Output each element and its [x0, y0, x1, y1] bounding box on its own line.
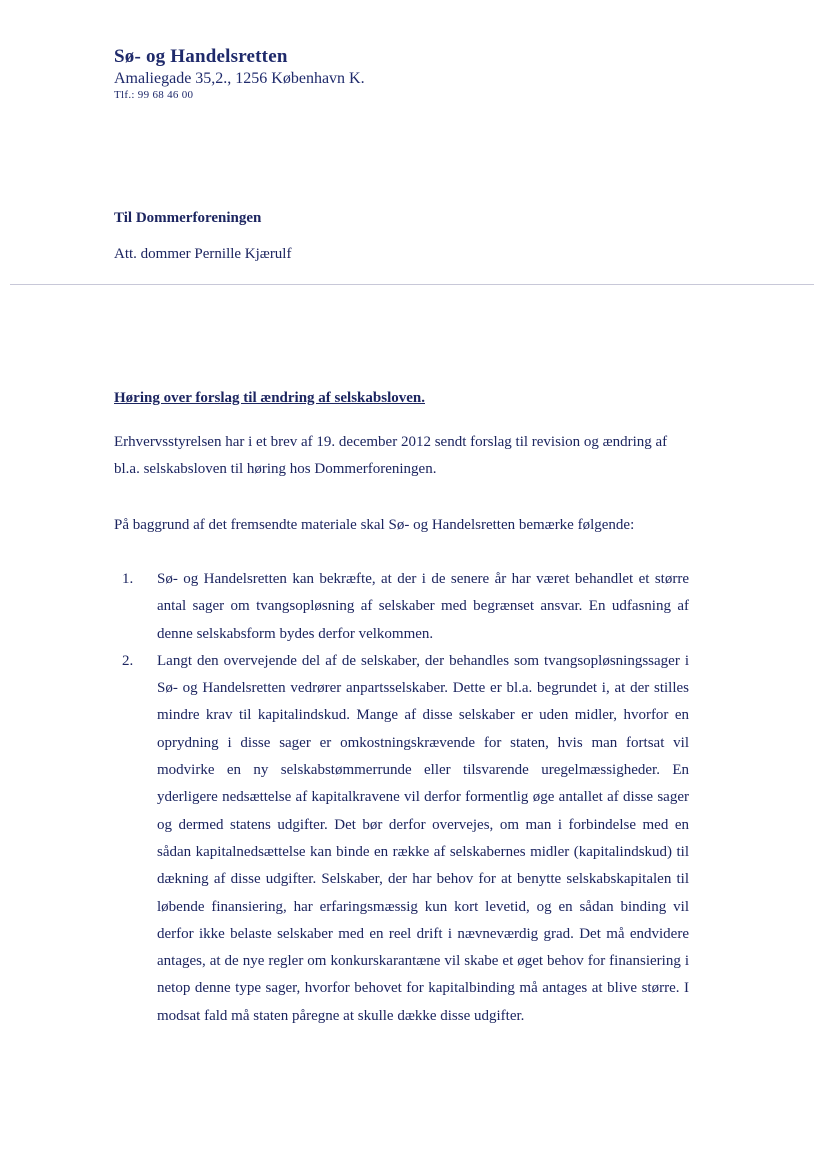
numbered-list	[114, 566, 689, 1030]
lead-paragraph: På baggrund af det fremsendte materiale skal Sø- og Handelsretten bemærke følgende:	[114, 517, 635, 533]
list-item-number: 1.	[122, 571, 134, 587]
header-divider	[10, 284, 814, 285]
list-item	[114, 648, 689, 1030]
list-item	[114, 566, 689, 648]
list-item-number: 2.	[122, 652, 134, 669]
sender-phone: Tlf.: 99 68 46 00	[114, 89, 194, 101]
recipient-name: Til Dommerforeningen	[114, 210, 262, 226]
intro-paragraph: Erhvervsstyrelsen har i et brev af 19. december 2012 sendt forslag til revision og ændring af bl.a. selskabsloven til høring hos Dommerforeningen.	[114, 434, 668, 477]
recipient-attention: Att. dommer Pernille Kjærulf	[114, 246, 292, 262]
sender-address: Amaliegade 35,2., 1256 København K.	[114, 70, 365, 87]
list-item-text: Sø- og Handelsretten kan bekræfte, at der i de senere år har været behandlet et større antal sager om tvangsopløsning af selskaber med begrænset ansvar. En udfasning af denne selskabsform bydes derfor velkommen.	[157, 571, 689, 642]
subject-heading: Høring over forslag til ændring af selskabsloven.	[114, 390, 425, 406]
sender-name: Sø- og Handelsretten	[114, 46, 288, 67]
list-item-text: Langt den overvejende del af de selskaber, der behandles som tvangsopløsningssager i Sø- og Handelsretten vedrører anpartsselskaber. Dette er bl.a. begrundet i, at der stilles mindre krav til kapitalindskud. Mange af disse selskaber er uden midler, hvorfor en oprydning i disse sager er omkostningskrævende for staten, hvis man fortsat vil modvirke en ny selskabstømmerrunde eller tilsvarende uregelmæssigheder. En yderligere nedsættelse af kapitalkravene vil derfor formentlig øge antallet af disse sager og dermed statens udgifter. Det bør derfor overvejes, om man i forbindelse med en sådan kapitalnedsættelse kan binde en række af selskabernes midler (kapitalindskud) til dækning af disse udgifter. Selskaber, der har behov for at benytte selskabskapitalen til løbende finansiering, har erfaringsmæssig kun kort levetid, og en sådan binding vil derfor ikke belaste selskaber med en reel drift i nævneværdig grad. Det må endvidere antages, at de nye regler om konkurskarantæne vil skabe et øget behov for finansiering i netop denne type sager, hvorfor behovet for kapitalbinding må antages at blive større. I modsat fald må staten påregne at skulle dække disse udgifter.	[157, 652, 689, 1024]
